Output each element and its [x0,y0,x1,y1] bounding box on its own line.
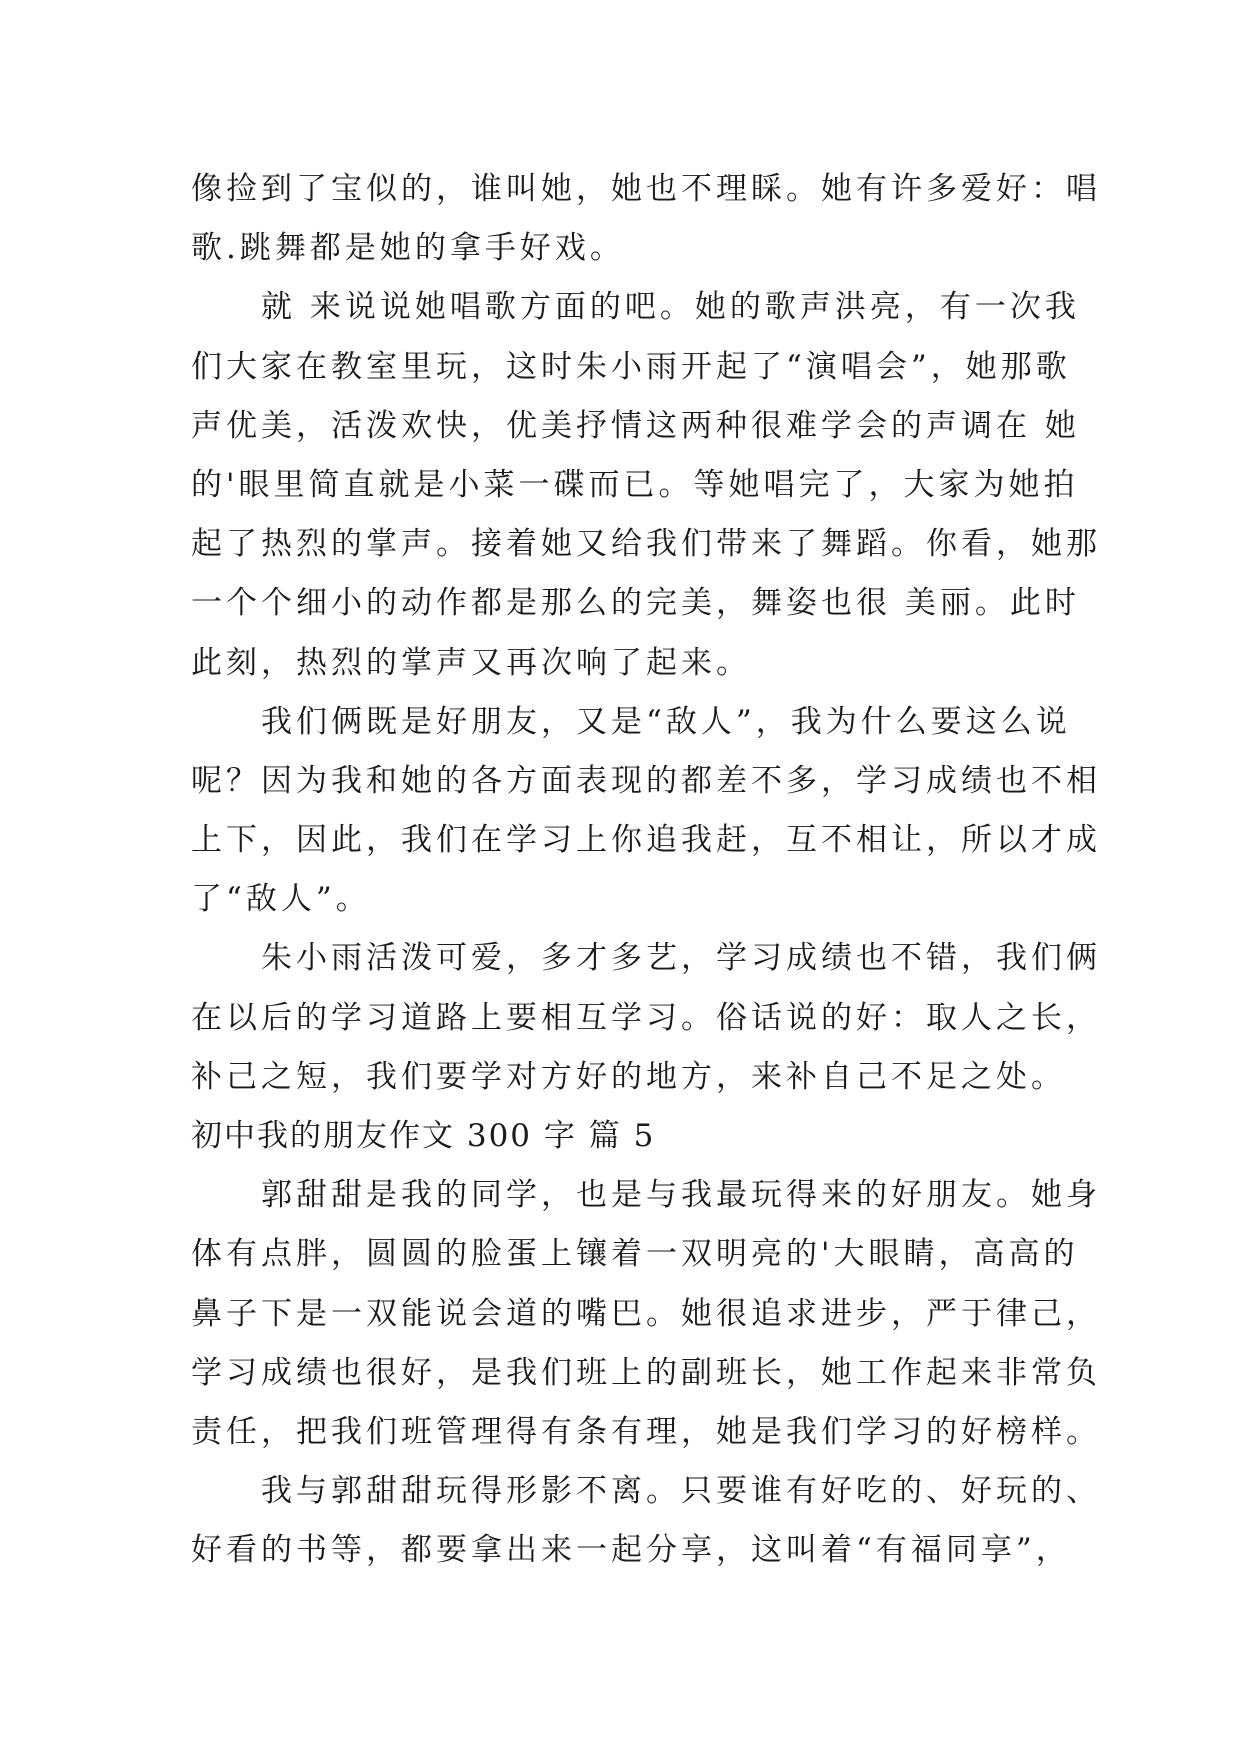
text-line: 的'眼里简直就是小菜一碟而已。等她唱完了，大家为她拍 [191,466,1079,503]
text-line: 郭甜甜是我的同学，也是与我最玩得来的好朋友。她身 [261,1177,1101,1214]
essay-body [191,160,1101,1581]
text-line: 我们俩既是好朋友，又是“敌人”，我为什么要这么说 [261,703,1071,740]
text-line: 一个个细小的动作都是那么的完美，舞姿也很 美丽。此时 [191,585,1080,622]
text-line: 学习成绩也很好，是我们班上的副班长，她工作起来非常负 [191,1354,1101,1391]
text-line: 像捡到了宝似的，谁叫她，她也不理睬。她有许多爱好：唱 [191,171,1101,207]
text-line: 在以后的学习道路上要相互学习。俗话说的好：取人之长， [191,999,1101,1036]
text-line: 此刻，热烈的掌声又再次响了起来。 [191,644,751,681]
text-line: 补己之短，我们要学对方好的地方，来补自己不足之处。 [191,1058,1066,1095]
text-line: 好看的书等，都要拿出来一起分享，这叫着“有福同享”， [191,1532,1071,1569]
text-line: 鼻子下是一双能说会道的嘴巴。她很追求进步，严于律己， [191,1295,1101,1332]
text-line: 呢？因为我和她的各方面表现的都差不多，学习成绩也不相 [191,762,1101,799]
text-line: 体有点胖，圆圆的脸蛋上镶着一双明亮的'大眼睛，高高的 [191,1236,1079,1273]
text-line: 朱小雨活泼可爱，多才多艺，学习成绩也不错，我们俩 [261,940,1101,977]
text-line: 声优美，活泼欢快，优美抒情这两种很难学会的声调在 她 [191,407,1080,444]
text-line: 歌.跳舞都是她的拿手好戏。 [191,230,625,267]
text-line: 了“敌人”。 [191,881,371,918]
text-line: 就 来说说她唱歌方面的吧。她的歌声洪亮，有一次我 [261,289,1080,326]
text-line: 起了热烈的掌声。接着她又给我们带来了舞蹈。你看，她那 [191,526,1101,563]
section-heading: 初中我的朋友作文 300 字 篇 5 [191,1118,656,1154]
text-line: 我与郭甜甜玩得形影不离。只要谁有好吃的、好玩的、 [261,1473,1101,1510]
text-line: 们大家在教室里玩，这时朱小雨开起了“演唱会”，她那歌 [191,348,1071,385]
text-line: 上下，因此，我们在学习上你追我赶，互不相让，所以才成 [191,822,1101,859]
text-line: 责任，把我们班管理得有条有理，她是我们学习的好榜样。 [191,1413,1101,1450]
